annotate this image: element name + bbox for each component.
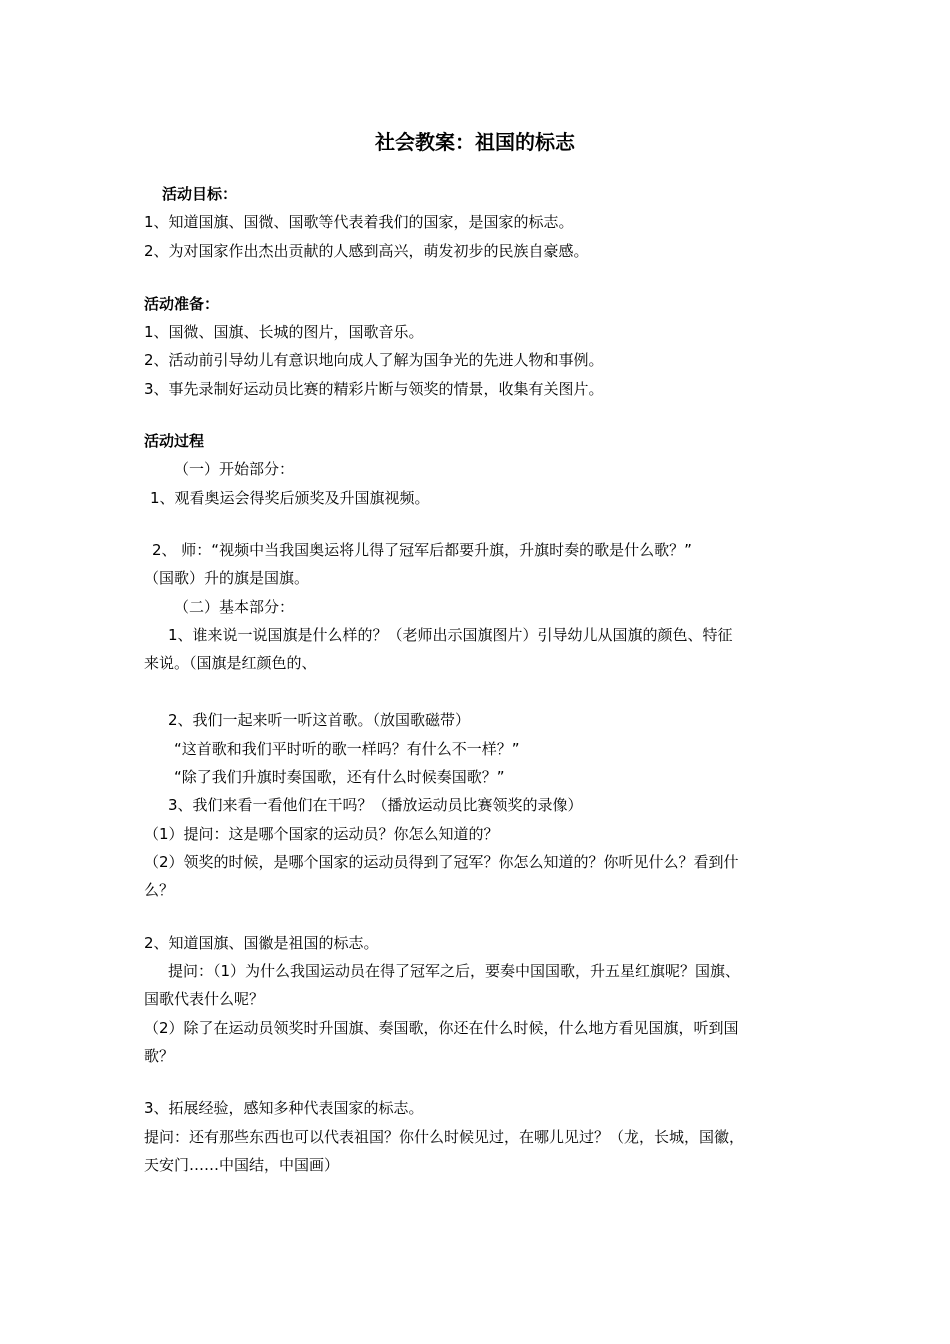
document-title: 社会教案：祖国的标志 xyxy=(375,130,575,154)
prep-item: 2、活动前引导幼儿有意识地向成人了解为国争光的先进人物和事例。 xyxy=(144,351,604,369)
process-line: （2）除了在运动员领奖时升国旗、奏国歌，你还在什么时候，什么地方看见国旗，听到国 xyxy=(144,1019,739,1037)
goals-heading: 活动目标： xyxy=(162,185,238,203)
process-line: 1、谁来说一说国旗是什么样的？（老师出示国旗图片）引导幼儿从国旗的颜色、特征 xyxy=(168,626,733,644)
process-line: 天安门……中国结，中国画） xyxy=(144,1156,340,1174)
process-line: “除了我们升旗时奏国歌，还有什么时候奏国歌？” xyxy=(174,768,505,786)
process-line: 2、 师：“视频中当我国奥运将儿得了冠军后都要升旗，升旗时奏的歌是什么歌？” xyxy=(152,541,692,559)
process-line: 提问：（1）为什么我国运动员在得了冠军之后，要奏中国国歌，升五星红旗呢？国旗、 xyxy=(168,962,741,980)
part1-heading: （一）开始部分： xyxy=(174,460,295,478)
process-line: 3、我们来看一看他们在干吗？（播放运动员比赛领奖的录像） xyxy=(168,796,583,814)
process-line: 国歌代表什么呢？ xyxy=(144,990,265,1008)
process-line: 2、知道国旗、国徽是祖国的标志。 xyxy=(144,934,379,952)
process-heading: 活动过程 xyxy=(144,432,205,450)
process-line: 歌？ xyxy=(144,1047,175,1065)
prep-heading: 活动准备： xyxy=(144,295,220,313)
process-line: （国歌）升的旗是国旗。 xyxy=(144,569,310,587)
prep-item: 1、国微、国旗、长城的图片，国歌音乐。 xyxy=(144,323,424,341)
process-line: （2）领奖的时候，是哪个国家的运动员得到了冠军？你怎么知道的？你听见什么？看到什 xyxy=(144,853,739,871)
process-line: （1）提问：这是哪个国家的运动员？你怎么知道的？ xyxy=(144,825,499,843)
process-line: 3、拓展经验，感知多种代表国家的标志。 xyxy=(144,1099,424,1117)
goal-item: 1、知道国旗、国微、国歌等代表着我们的国家，是国家的标志。 xyxy=(144,213,574,231)
goal-item: 2、为对国家作出杰出贡献的人感到高兴，萌发初步的民族自豪感。 xyxy=(144,242,589,260)
process-line: 来说。（国旗是红颜色的、 xyxy=(144,654,317,672)
process-line: 2、我们一起来听一听这首歌。（放国歌磁带） xyxy=(168,711,471,729)
process-line: “这首歌和我们平时听的歌一样吗？有什么不一样？” xyxy=(174,740,520,758)
process-line: 么？ xyxy=(144,881,175,899)
prep-item: 3、事先录制好运动员比赛的精彩片断与领奖的情景，收集有关图片。 xyxy=(144,380,604,398)
process-line: 提问：还有那些东西也可以代表祖国？你什么时候见过，在哪儿见过？（龙，长城，国徽， xyxy=(144,1128,745,1146)
process-line: 1、观看奥运会得奖后颁奖及升国旗视频。 xyxy=(150,489,430,507)
part2-heading: （二）基本部分： xyxy=(174,598,295,616)
